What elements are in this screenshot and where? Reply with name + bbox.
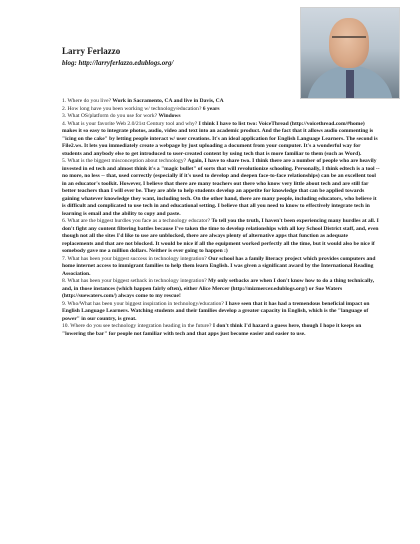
qa-item-1 (62, 98, 380, 106)
blog-url: blog: http://larryferlazzo.edublogs.org/ (62, 59, 174, 67)
qa-item-6 (62, 218, 380, 256)
answer: Windows (158, 113, 181, 119)
question: 10. Where do you see technology integration heading in the future? (62, 323, 213, 329)
answer: I have seen that it has had a tremendous beneficial impact on English Language Learners. Watching students and their families develop a greater capacity in English, which is the "language of power" in our country, is great. (62, 300, 370, 322)
question: 8. What has been your biggest setback in technology integration? (62, 278, 209, 284)
question: 5. What is the biggest misconception about technology? (62, 158, 188, 164)
qa-item-4 (62, 121, 380, 159)
question: 6. What are the biggest hurdles you face as a technology educator? (62, 218, 212, 224)
answer: Again, I have to share two. I think there are a number of people who are heavily invested in ed tech and almost think it's a "magic bullet" of sorts that will revolutionize schooling. Personally, I think edtech is a tool -- no more, no less -- that, used correctly (especially if it's used to develop and deepen face-to-face relationships) can be an excellent tool in an educator's toolkit. However, I believe that there are many teachers out there who know very little about tech and are still far better teachers than I will ever be. They are able to help students develop an appetite for knowledge that can be applied towards gaining whatever knowledge they want, including tech. On the other hand, there are many people, including educators, who believe it is difficult and complicated to use tech in and educational setting. I believe that all you need to know to effectively integrate tech in learning is email and the ability to copy and paste. (62, 158, 380, 217)
qa-item-3 (62, 113, 380, 121)
question: 3. What OS/platform do you use for work? (62, 113, 159, 119)
question: 2. How long have you been working w/ technology/education? (62, 105, 203, 112)
answer: Our school has a family literacy project which provides computers and home internet access to immigrant families to help them learn English. I was given a significant award by the International Reading Association. (62, 255, 376, 277)
qa-item-2 (62, 106, 380, 114)
answer: I don't think I'd hazard a guess here, though I hope it keeps on "lowering the bar" for people not familiar with tech and that apps just become easier and easier to use. (62, 323, 362, 337)
qa-item-5 (62, 158, 380, 218)
author-name: Larry Ferlazzo (62, 46, 121, 56)
answer: 6 years (202, 105, 220, 112)
qa-item-8 (62, 278, 380, 301)
photo-glasses (332, 36, 366, 46)
answer: My only setbacks are when I don't know how to do a thing technically, and, in those instances (which happen fairly often), either Alice Mercer (http://mizmercer.edublogs.org/) or Sue Waters (http://suewaters.com/) always come to my rescue! (62, 278, 375, 299)
question: 7. What has been your biggest success in technology integration? (62, 255, 209, 262)
question: 9. Who/What has been your biggest inspiration in technology/education? (62, 300, 226, 307)
answer: Work in Sacramento, CA and live in Davis, CA (112, 98, 224, 104)
question: 1. Where do you live? (62, 98, 113, 104)
question: 4. What is your favorite Web 2.0/21st Century tool and why? (62, 120, 199, 127)
answer: To tell you the truth, I haven't been experiencing many hurdles at all. I don't fight any content filtering battles because I've taken the time to develop relationships with all key School District staff, and, even though not all the sites I'd like to use are unblocked, there are always plenty of alternative apps that function as adequate replacements and that are not blocked. It would be nice if all the equipment worked perfectly all the time, but it would also be nice if somebody gave me a million dollars. Neither is ever going to happen :) (62, 218, 379, 254)
profile-photo (300, 7, 400, 99)
answer: I think I have to list two: VoiceThread (http://voicethread.com/#home) makes it so easy to integrate photos, audio, video and text into an academic product. And the fact that it allows audio commenting is "icing on the cake" by letting people interact w/ user creations. It's an ideal application for English Language Learners. The second is File2.ws. It lets you immediately create a webpage by just uploading a document from your computer. It's a wonderful way for students and anybody else to get introduced to user-created content by using tech that is more familiar to them (such as Word). (62, 120, 378, 157)
interview-body (62, 98, 380, 338)
qa-item-7 (62, 256, 380, 279)
qa-item-10 (62, 323, 380, 338)
photo-tie (346, 70, 354, 99)
qa-item-9 (62, 301, 380, 324)
